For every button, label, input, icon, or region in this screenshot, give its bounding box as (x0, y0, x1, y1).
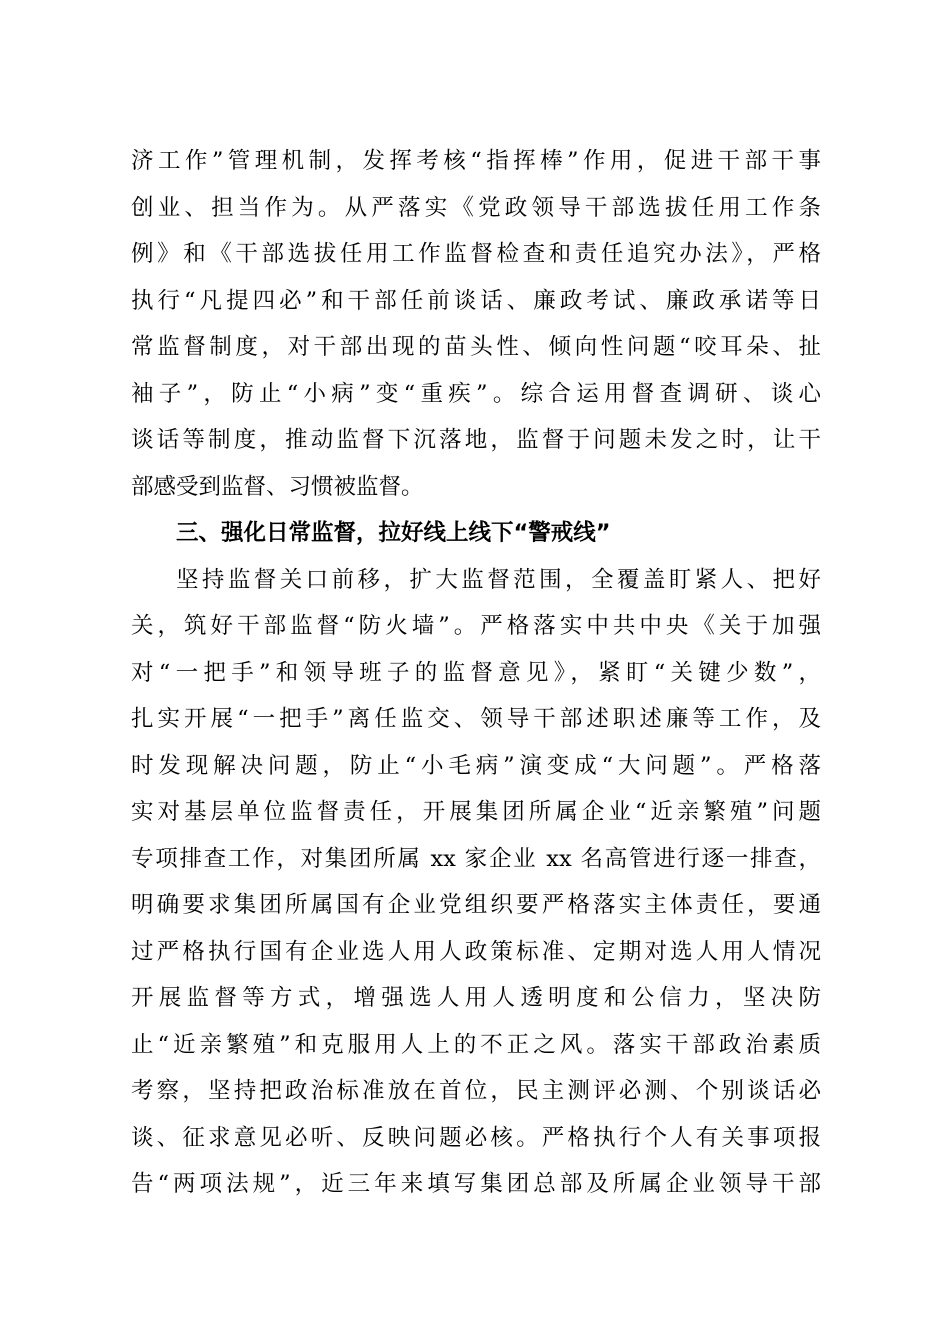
text-line: 止“近亲繁殖”和克服用人上的不正之风。落实干部政治素质 (131, 1031, 821, 1058)
paragraph-management-mechanism (131, 138, 821, 510)
text-line: 济工作”管理机制，发挥考核“指挥棒”作用，促进干部干事 (131, 148, 821, 174)
text-line: 明确要求集团所属国有企业党组织要严格落实主体责任，要通 (131, 892, 821, 918)
section-heading-3: 三、强化日常监督，拉好线上线下“警戒线” (176, 520, 611, 546)
text-line: 告“两项法规”，近三年来填写集团总部及所属企业领导干部 (131, 1171, 821, 1197)
text-line: 坚持监督关口前移，扩大监督范围，全覆盖盯紧人、把好 (176, 566, 821, 593)
text-line: 常监督制度，对干部出现的苗头性、倾向性问题“咬耳朵、扯 (131, 334, 821, 360)
text-line: 部感受到监督、习惯被监督。 (131, 473, 424, 500)
text-line: 开展监督等方式，增强选人用人透明度和公信力，坚决防 (131, 985, 821, 1011)
text-line: 袖子”，防止“小病”变“重疾”。综合运用督查调研、谈心 (131, 380, 821, 407)
text-line: 考察，坚持把政治标准放在首位，民主测评必测、个别谈话必 (131, 1078, 821, 1104)
paragraph-daily-supervision (131, 557, 821, 1208)
text-line: 扎实开展“一把手”离任监交、领导干部述职述廉等工作，及 (131, 706, 821, 732)
document-body (131, 138, 821, 1208)
text-line: 谈、征求意见必听、反映问题必核。严格执行个人有关事项报 (131, 1124, 821, 1151)
text-line: 创业、担当作为。从严落实《党政领导干部选拔任用工作条 (131, 194, 821, 221)
text-line: 专项排查工作，对集团所属 xx 家企业 xx 名高管进行逐一排查， (131, 845, 821, 872)
text-line: 对“一把手”和领导班子的监督意见》，紧盯“关键少数”， (131, 659, 821, 686)
text-line: 执行“凡提四必”和干部任前谈话、廉政考试、廉政承诺等日 (131, 287, 821, 314)
text-line: 过严格执行国有企业选人用人政策标准、定期对选人用人情况 (131, 938, 821, 965)
text-line: 例》和《干部选拔任用工作监督检查和责任追究办法》，严格 (131, 241, 821, 267)
text-line: 谈话等制度，推动监督下沉落地，监督于问题未发之时，让干 (131, 427, 821, 453)
text-line: 关，筑好干部监督“防火墙”。严格落实中共中央《关于加强 (131, 613, 821, 639)
text-line: 实对基层单位监督责任，开展集团所属企业“近亲繁殖”问题 (131, 799, 821, 825)
text-line: 时发现解决问题，防止“小毛病”演变成“大问题”。严格落 (131, 752, 821, 779)
